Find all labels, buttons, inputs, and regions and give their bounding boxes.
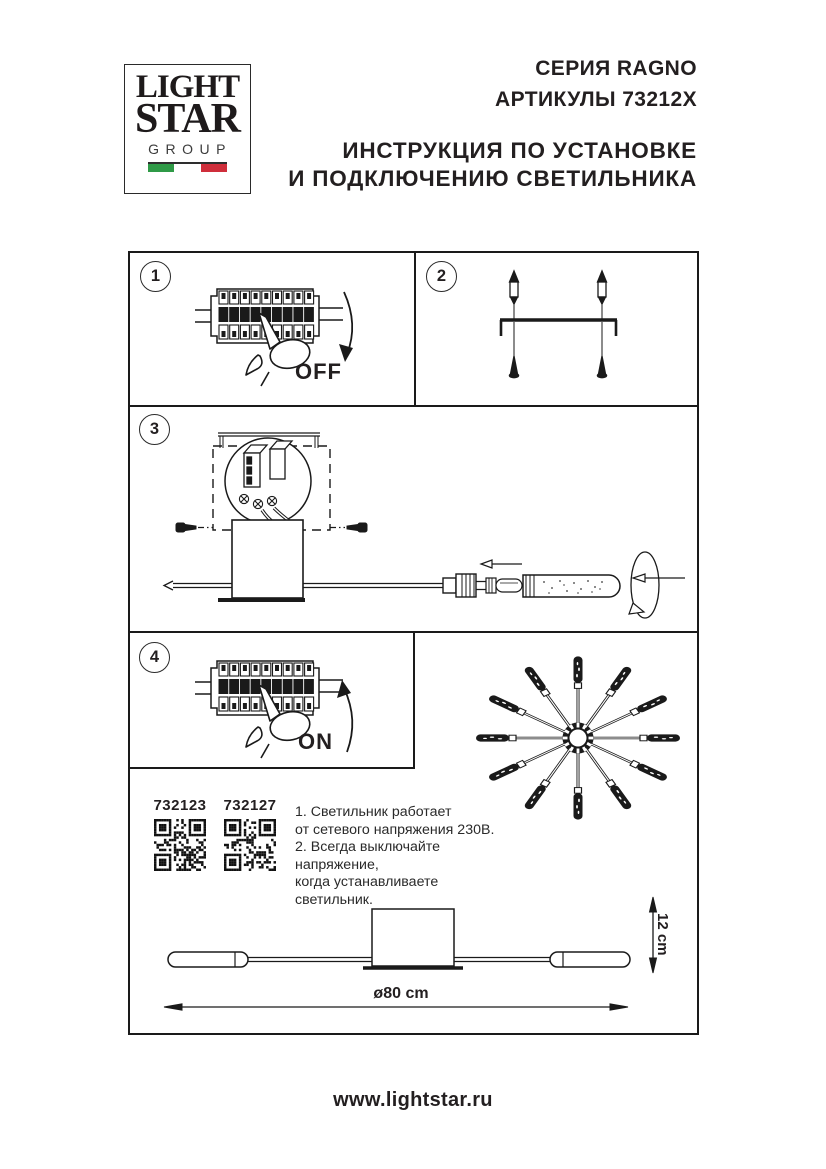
cross-rod — [173, 584, 443, 588]
website-url: www.lightstar.ru — [333, 1089, 493, 1111]
step2-number: 2 — [436, 267, 447, 285]
divider-row1-row2 — [128, 405, 699, 407]
note-line: когда устанавливаете светильник. — [295, 874, 439, 908]
halogen-lamp — [476, 578, 522, 593]
italian-flag-strip — [148, 162, 227, 172]
off-label: OFF — [295, 359, 342, 384]
note-line: 1. Светильник работает — [295, 804, 452, 820]
ceiling-line — [218, 433, 320, 436]
note-line: 2. Всегда выключайте напряжение, — [295, 839, 441, 873]
instruction-title-line1: ИНСТРУКЦИЯ ПО УСТАНОВКЕ — [342, 138, 697, 163]
turn-off-arrow — [344, 292, 352, 354]
series-title: СЕРИЯ RAGNO — [535, 57, 697, 80]
step3-number: 3 — [149, 420, 160, 438]
lightstar-logo — [124, 64, 251, 194]
articles-line: АРТИКУЛЫ 73212X — [495, 88, 697, 111]
note-line: от сетевого напряжения 230В. — [295, 821, 495, 838]
rotate-indicator — [629, 552, 685, 618]
document-header — [288, 57, 697, 193]
step4-number: 4 — [149, 648, 160, 666]
instruction-title-line2: И ПОДКЛЮЧЕНИЮ СВЕТИЛЬНИКА — [288, 166, 697, 191]
flag-green — [148, 164, 174, 172]
height-label: 12 cm — [654, 913, 671, 956]
right-lamp-tube — [550, 952, 630, 967]
qr-code-732127 — [224, 819, 276, 871]
glass-tube — [523, 575, 620, 597]
step1-number: 1 — [150, 267, 161, 285]
flag-white — [174, 164, 200, 172]
on-label: ON — [298, 729, 333, 754]
rod-coupler — [443, 574, 476, 597]
canopy-box — [232, 520, 303, 598]
step4-box-right-edge — [413, 631, 415, 769]
turn-on-arrow — [344, 688, 352, 752]
step1-number-badge — [140, 261, 171, 292]
terminal-detail-magnifier — [225, 438, 311, 524]
right-anchor-screw — [597, 271, 606, 378]
left-lamp-tube — [168, 952, 248, 967]
divider-step1-step2 — [414, 251, 416, 405]
qr-code-732123 — [154, 819, 206, 871]
qr-label-732127: 732127 — [223, 797, 277, 814]
step3-wiring-drawing — [140, 415, 685, 625]
step4-breaker-on-drawing — [195, 652, 360, 764]
diameter-dimension-arrow — [164, 1004, 628, 1010]
step2-bracket-drawing — [488, 262, 638, 384]
step2-number-badge — [426, 261, 457, 292]
step4-number-badge — [139, 642, 170, 673]
logo-word-star: STAR — [135, 96, 240, 142]
diameter-label: ø80 cm — [373, 985, 429, 1002]
instruction-title — [288, 137, 697, 193]
flag-red — [201, 164, 227, 172]
logo-word-group: GROUP — [148, 141, 232, 157]
step4-box-bottom-edge — [128, 767, 415, 769]
logo-word-light: LIGHT — [135, 69, 240, 105]
right-side-screw — [330, 523, 367, 532]
canopy-side-view — [372, 909, 454, 966]
safety-notes — [295, 804, 520, 910]
turn-on-arrowhead — [337, 680, 351, 698]
qr-label-732123: 732123 — [153, 797, 207, 814]
left-anchor-screw — [509, 271, 518, 378]
left-side-screw — [176, 523, 213, 532]
